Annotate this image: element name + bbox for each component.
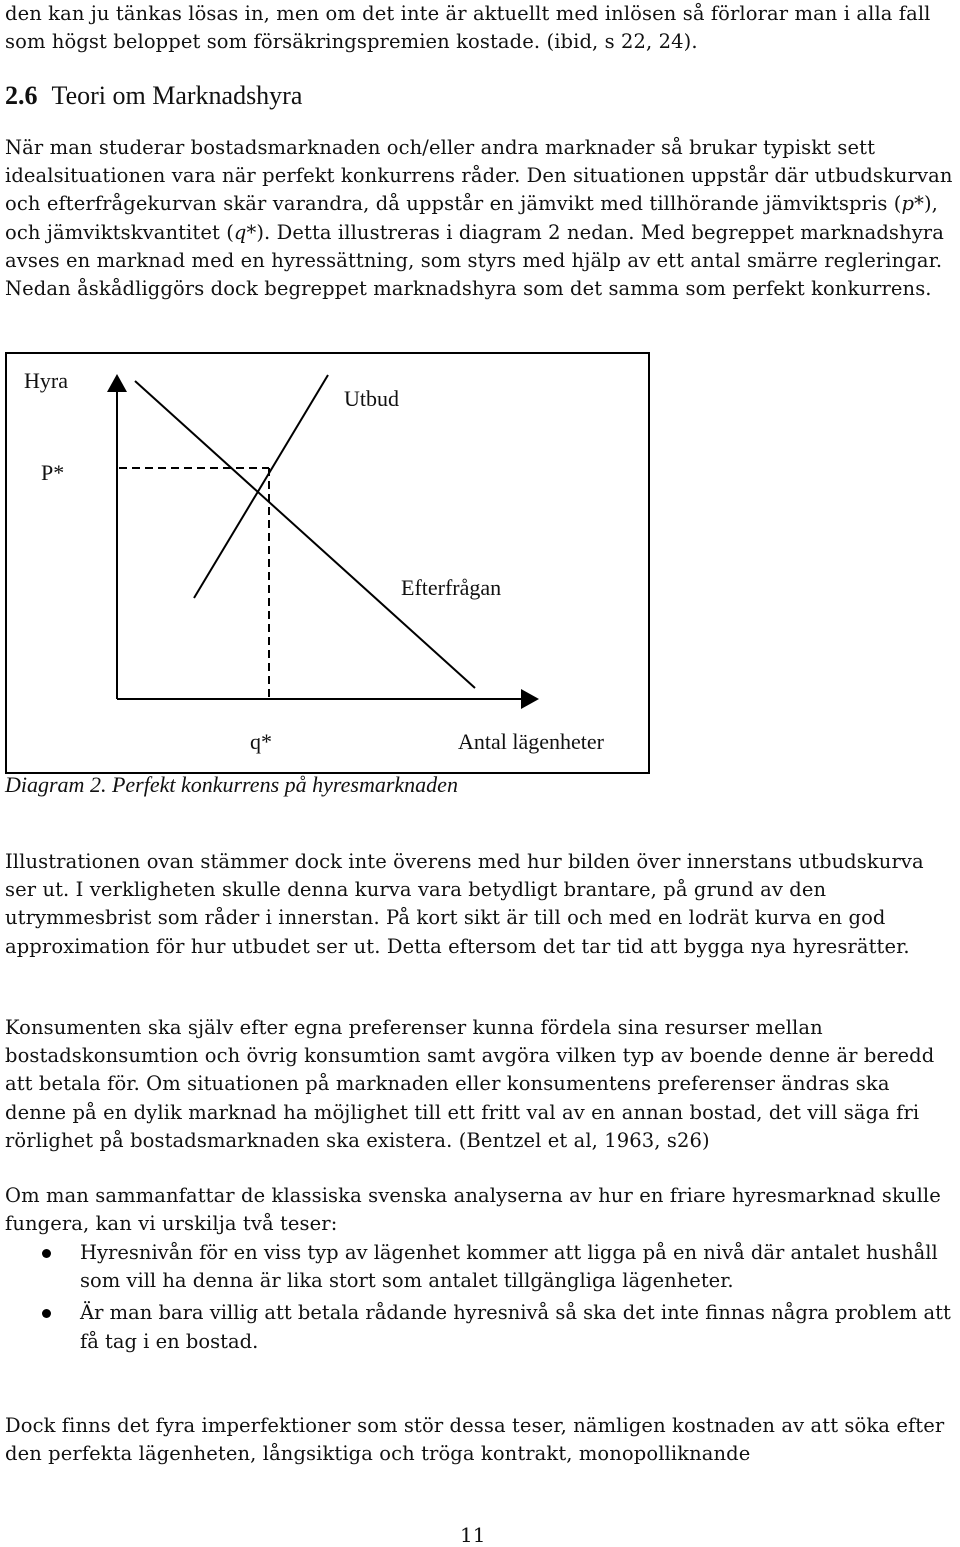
paragraph-1-part-b: ), och jämviktskvantitet (: [5, 192, 938, 244]
price-label: P*: [41, 460, 65, 485]
paragraph-summary: Om man sammanfattar de klassiska svenska analyserna av hur en friare hyresmarknad skulle fungera, kan vi urskilja två teser:: [5, 1184, 941, 1236]
x-axis-arrowhead: [521, 689, 539, 709]
equilibrium-quantity-symbol: q*: [233, 220, 257, 244]
list-item-text: Hyresnivån för en viss typ av lägenhet kommer att ligga på en nivå där antalet hushåll som vill ha denna är lika stort som antalet tillgängliga lägenheter.: [80, 1241, 938, 1293]
supply-label: Utbud: [344, 386, 399, 411]
paragraph-market-theory: [5, 134, 953, 303]
equilibrium-price-symbol: p*: [901, 192, 924, 216]
quantity-label: q*: [250, 729, 272, 754]
section-title: Teori om Marknadshyra: [51, 81, 303, 110]
paragraph-supply-curve: Illustrationen ovan stämmer dock inte överens med hur bilden över innerstans utbudskurva ser ut. I verkligheten skulle denna kurva vara betydligt brantare, på grund av den utrymmesbrist som råder i innerstan. På kort sikt är till och med en lodrät kurva en god approximation för hur utbudet ser ut. Detta eftersom det tar tid att bygga nya hyresrätter.: [5, 850, 924, 958]
list-item: [5, 1299, 953, 1355]
x-axis-label: Antal lägenheter: [458, 729, 604, 754]
section-number: 2.6: [5, 81, 38, 110]
paragraph-imperfections: Dock finns det fyra imperfektioner som stör dessa teser, nämligen kostnaden av att söka efter den perfekta lägenheten, långsiktiga och tröga kontrakt, monopolliknande: [5, 1414, 945, 1466]
bullet-icon: [42, 1249, 51, 1258]
list-item: [5, 1239, 953, 1295]
supply-demand-diagram: [5, 352, 650, 774]
section-heading: [5, 80, 302, 112]
bullet-icon: [42, 1309, 51, 1318]
diagram-caption: Diagram 2. Perfekt konkurrens på hyresmarknaden: [5, 772, 458, 797]
list-item-text: Är man bara villig att betala rådande hyresnivå så ska det inte finnas några problem att få tag i en bostad.: [80, 1301, 951, 1353]
demand-curve: [135, 381, 475, 688]
supply-curve: [194, 375, 328, 598]
theses-list: [5, 1239, 953, 1360]
intro-paragraph: den kan ju tänkas lösas in, men om det inte är aktuellt med inlösen så förlorar man i alla fall som högst beloppet som försäkringspremien kostade. (ibid, s 22, 24).: [5, 2, 931, 54]
demand-label: Efterfrågan: [401, 575, 502, 600]
diagram-graphics: [7, 354, 652, 776]
page-number: 11: [460, 1523, 486, 1547]
y-axis-label: Hyra: [24, 368, 68, 393]
paragraph-1-part-c: ). Detta illustreras i diagram 2 nedan. Med begreppet marknadshyra avses en marknad med en hyressättning, som styrs med hjälp av ett antal smärre regleringar. Nedan åskådliggörs dock begreppet marknadshyra som det samma som perfekt konkurrens.: [5, 220, 944, 301]
paragraph-1-part-a: När man studerar bostadsmarknaden och/eller andra marknader så brukar typiskt sett idealsituationen vara när perfekt konkurrens råder. Den situationen uppstår där utbudskurvan och efterfrågekurvan skär varandra, då uppstår en jämvikt med tillhörande jämviktspris (: [5, 136, 953, 216]
paragraph-consumer: Konsumenten ska själv efter egna preferenser kunna fördela sina resurser mellan bostadskonsumtion och övrig konsumtion samt avgöra vilken typ av boende denne är beredd att betala för. Om situationen på marknaden eller konsumentens preferenser ändras ska denne på en dylik marknad ha möjlighet till ett fritt val av en annan bostad, det vill säga fri rörlighet på bostadsmarknaden ska existera. (Bentzel et al, 1963, s26): [5, 1016, 935, 1152]
